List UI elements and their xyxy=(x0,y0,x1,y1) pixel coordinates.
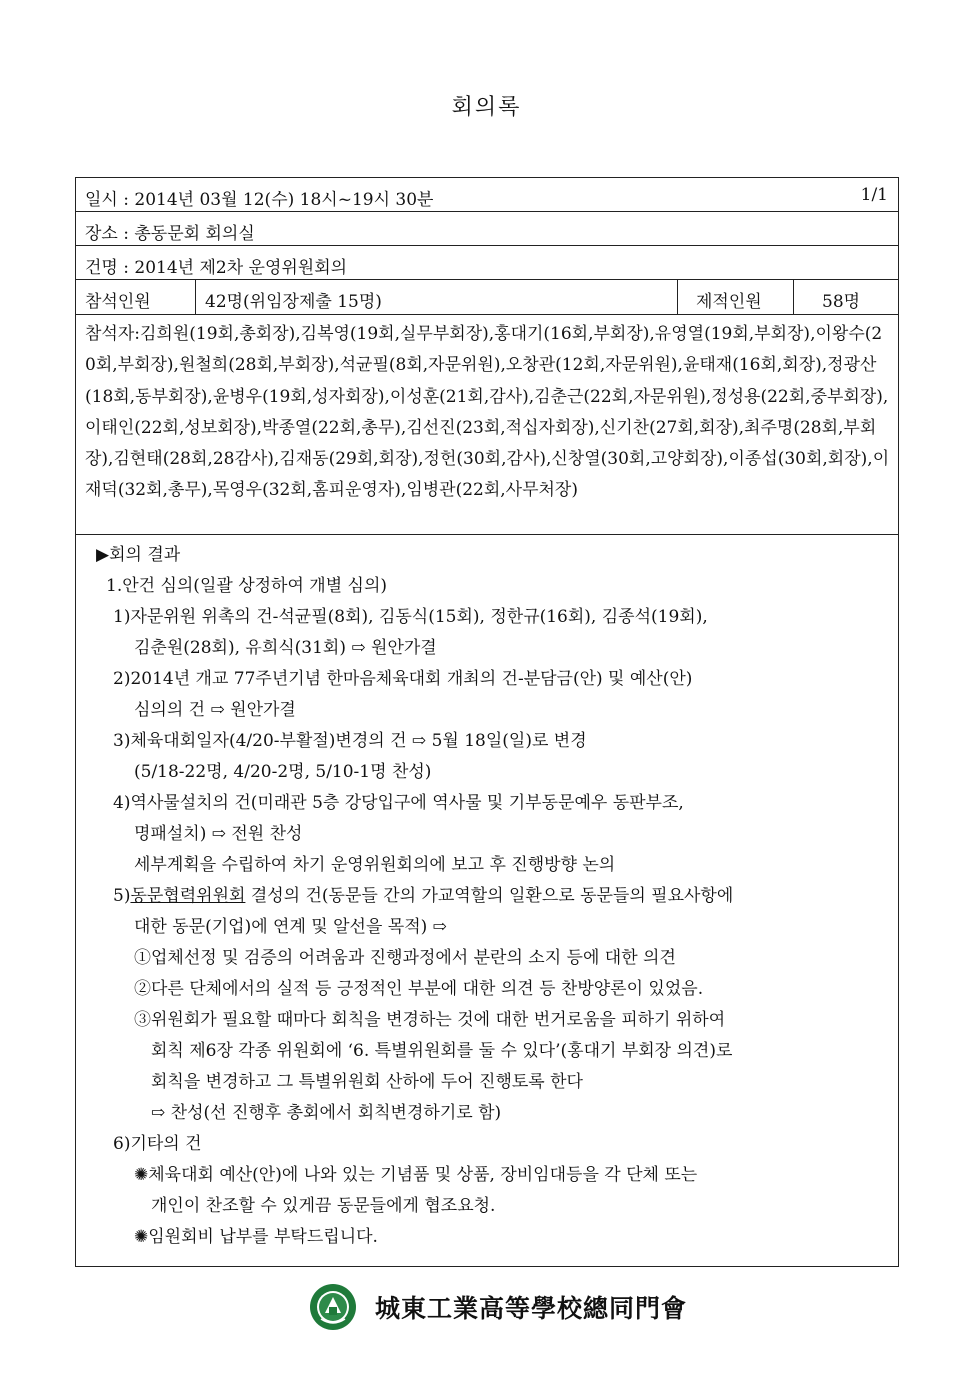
attendees-list: 참석자:김희원(19회,총회장),김복영(19회,실무부회장),홍대기(16회,부회장),유영열(19회,부회장),이왕수(20회,부회장),원철희(28회,부회장),석균필(8회,자문위원),오창관(12회,자문위원),윤태재(16회,회장),정광산(18회,동부회장),윤병우(19회,성자회장),이성훈(21회,감사),김춘근(22회,자문위원),정성용(22회,중부회장),이태인(22회,성보회장),박종열(22회,총무),김선진(23회,적십자회장),신기찬(27회,회장),최주명(28회,부회장),김현태(28회,28감사),김재동(29회,회장),정헌(30회,감사),신창열(30회,고양회장),이종섭(30회,회장),이재덕(32회,총무),목영우(32회,홈피운영자),임병관(22회,사무처장) xyxy=(85,324,890,501)
attendance-label: 참석인원 xyxy=(85,292,151,312)
members-label: 제적인원 xyxy=(696,292,762,312)
attendance-label-cell xyxy=(76,280,196,314)
members-label-cell xyxy=(678,280,794,314)
item-5-opinion-3-line-3: 회칙을 변경하고 그 특별위원회 산하에 두어 진행토록 한다 xyxy=(151,1072,583,1092)
attendees-row xyxy=(76,315,898,535)
item-5-opinion-3: ③위원회가 필요할 때마다 회칙을 변경하는 것에 대한 번거로움을 피하기 위하여 xyxy=(134,1010,726,1030)
item-2-line-1: 2)2014년 개교 77주년기념 한마음체육대회 개최의 건-분담금(안) 및 예산(안) xyxy=(113,669,693,689)
item-5-rest: 결성의 건(동문들 간의 가교역할의 일환으로 동문들의 필요사항에 xyxy=(245,886,734,906)
datetime-row xyxy=(76,178,898,212)
attendance-row xyxy=(76,280,898,315)
item-5-opinion-3-line-2: 회칙 제6장 각종 위원회에 ‘6. 특별위원회를 둘 수 있다’(홍대기 부회장 의견)로 xyxy=(151,1041,733,1061)
item-4-line-1: 4)역사물설치의 건(미래관 5층 강당입구에 역사물 및 기부동문예우 동판부조, xyxy=(113,793,684,813)
minutes-table xyxy=(75,177,899,1267)
item-1-line-1: 1)자문위원 위촉의 건-석균필(8회), 김동식(15회), 정한규(16회), 김종석(19회), xyxy=(113,607,708,627)
datetime: 일시 : 2014년 03월 12(수) 18시~19시 30분 xyxy=(85,190,434,210)
item-4-line-3: 세부계획을 수립하여 차기 운영위원회의에 보고 후 진행방향 논의 xyxy=(134,855,616,875)
item-3-line-2: (5/18-22명, 4/20-2명, 5/10-1명 찬성) xyxy=(134,762,432,782)
page-number: 1/1 xyxy=(860,185,888,205)
item-3-line-1: 3)체육대회일자(4/20-부활절)변경의 건 ⇨ 5월 18일(일)로 변경 xyxy=(113,731,587,751)
attendance-value-cell xyxy=(196,280,678,314)
subject: 건명 : 2014년 제2차 운영위원회의 xyxy=(85,258,348,278)
item-6-note-2: ✺임원회비 납부를 부탁드립니다. xyxy=(134,1227,378,1247)
place-row xyxy=(76,212,898,246)
item-6-note-1: ✺체육대회 예산(안)에 나와 있는 기념품 및 상품, 장비임대등을 각 단체 또는 xyxy=(134,1165,698,1185)
organization-name: 城東工業高等學校總同門會 xyxy=(375,1294,688,1323)
attendance-value: 42명(위임장제출 15명) xyxy=(205,292,382,312)
item-5-line-1 xyxy=(113,881,733,906)
item-5-number: 5) xyxy=(113,886,131,906)
item-1-line-2: 김춘원(28회), 유희식(31회) ⇨ 원안가결 xyxy=(134,638,437,658)
item-5-line-2: 대한 동문(기업)에 연계 및 알선을 목적) ⇨ xyxy=(134,917,447,937)
subject-row xyxy=(76,246,898,280)
item-2-line-2: 심의의 건 ⇨ 원안가결 xyxy=(134,700,296,720)
item-4-line-2: 명패설치) ⇨ 전원 찬성 xyxy=(134,824,303,844)
item-6-heading: 6)기타의 건 xyxy=(113,1134,202,1154)
members-value: 58명 xyxy=(822,292,861,312)
footer xyxy=(0,1283,973,1333)
item-5-committee: 동문협력위원회 xyxy=(130,886,246,906)
agenda-heading: 1.안건 심의(일괄 상정하여 개별 심의) xyxy=(106,576,388,596)
page-title: 회의록 xyxy=(451,95,522,120)
item-5-opinion-2: ②다른 단체에서의 실적 등 긍정적인 부분에 대한 의견 등 찬방양론이 있었음. xyxy=(134,979,704,999)
item-6-note-1-line-2: 개인이 찬조할 수 있게끔 동문들에게 협조요청. xyxy=(151,1196,496,1216)
item-5-decision: ⇨ 찬성(선 진행후 총회에서 회칙변경하기로 함) xyxy=(151,1103,502,1123)
place: 장소 : 총동문회 회의실 xyxy=(85,224,255,244)
item-5-opinion-1: ①업체선정 및 검증의 어려움과 진행과정에서 분란의 소지 등에 대한 의견 xyxy=(134,948,676,968)
school-emblem-icon xyxy=(309,1283,357,1331)
results-heading: ▶회의 결과 xyxy=(96,545,181,565)
